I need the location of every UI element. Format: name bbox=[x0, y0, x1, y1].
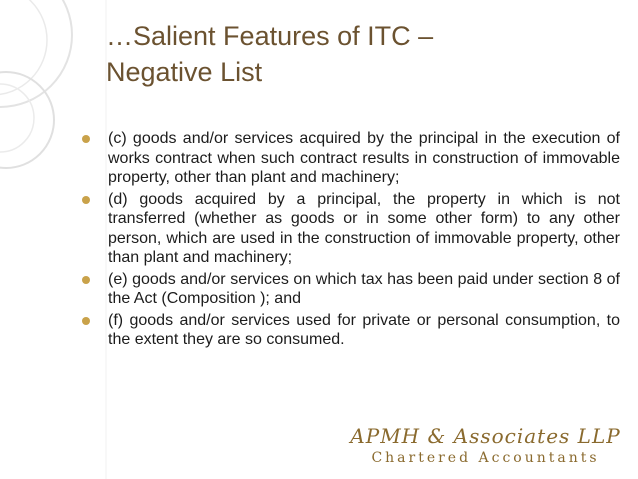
bullet-text: (e) goods and/or services on which tax has been paid under section 8 of the Act (Composition ); and bbox=[108, 270, 620, 307]
bullet-icon bbox=[82, 135, 90, 143]
bullet-item bbox=[80, 190, 620, 268]
slide-title bbox=[106, 18, 606, 90]
bullet-text: (c) goods and/or services acquired by the principal in the execution of works contract when such contract results in construction of immovable property, other than plant and machinery; bbox=[108, 130, 620, 186]
bullet-icon bbox=[82, 276, 90, 284]
firm-logo-subtitle: Chartered Accountants bbox=[371, 450, 600, 466]
slide-title-line-1: …Salient Features of ITC – bbox=[106, 21, 434, 51]
bullet-list bbox=[80, 129, 620, 352]
bullet-icon bbox=[82, 317, 90, 325]
bullet-item bbox=[80, 311, 620, 350]
slide-title-line-2: Negative List bbox=[106, 57, 263, 87]
firm-logo bbox=[348, 424, 623, 466]
bullet-item bbox=[80, 129, 620, 188]
bullet-text: (d) goods acquired by a principal, the property in which is not transferred (whether as goods or in some other form) to any other person, which are used in the construction of immovable property, other than plant and machinery; bbox=[108, 190, 620, 266]
firm-logo-name: APMH & Associates LLP bbox=[350, 424, 621, 448]
bullet-icon bbox=[82, 196, 90, 204]
bullet-text: (f) goods and/or services used for private or personal consumption, to the extent they are so consumed. bbox=[108, 311, 620, 348]
bullet-item bbox=[80, 270, 620, 309]
